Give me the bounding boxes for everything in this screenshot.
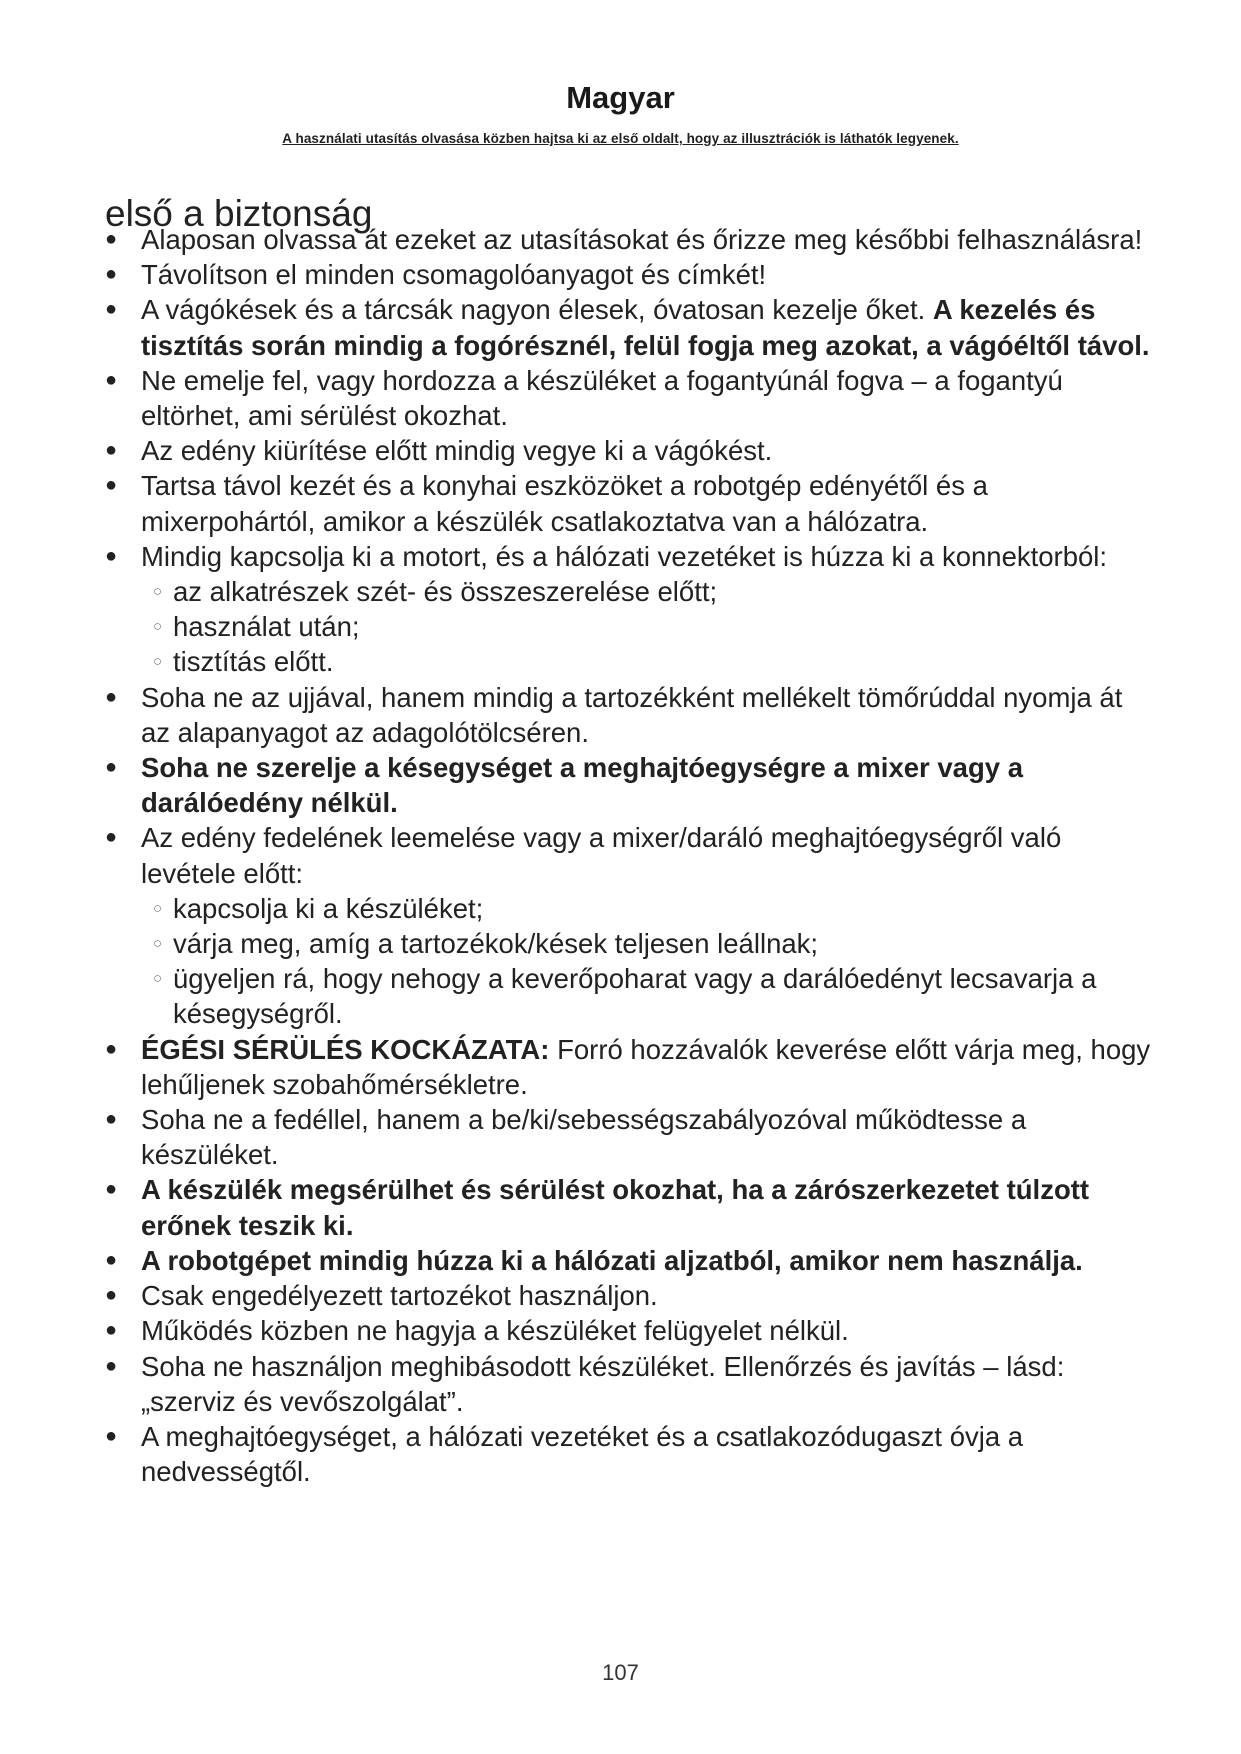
sub-list-item xyxy=(153,891,1153,926)
page-number: 107 xyxy=(602,1660,639,1685)
bullet-icon: ● xyxy=(105,685,118,708)
item-text-bold: ÉGÉSI SÉRÜLÉS KOCKÁZATA: xyxy=(141,1033,550,1065)
safety-list xyxy=(103,222,1153,1489)
list-item xyxy=(103,1278,1153,1313)
bullet-icon: ● xyxy=(105,368,118,391)
circle-bullet-icon: ○ xyxy=(153,583,163,601)
bullet-icon: ● xyxy=(105,439,118,462)
sub-list xyxy=(141,574,1153,680)
circle-bullet-icon: ○ xyxy=(153,618,163,636)
circle-bullet-icon: ○ xyxy=(153,970,163,988)
item-text: Forró hozzávalók keverése előtt várja meg, hogy lehűljenek szobahőmérsékletre. xyxy=(141,1033,1151,1100)
sub-list xyxy=(141,891,1153,1032)
item-text: Az edény fedelének leemelése vagy a mixer/daráló meghajtóegységről való levétele előtt: xyxy=(141,822,1062,889)
bullet-icon: ● xyxy=(105,1424,118,1447)
sub-item-text: használat után; xyxy=(173,611,360,643)
item-text: Ne emelje fel, vagy hordozza a készüléket a fogantyúnál fogva – a fogantyú eltörhet, ami sérülést okozhat. xyxy=(141,364,1063,432)
item-text-bold: A robotgépet mindig húzza ki a hálózati aljzatból, amikor nem használja. xyxy=(141,1244,1083,1276)
item-text: Soha ne használjon meghibásodott készüléket. Ellenőrzés és javítás – lásd: „szerviz és vevőszolgálat”. xyxy=(141,1350,1065,1417)
list-item xyxy=(103,1313,1153,1348)
list-item xyxy=(103,680,1153,750)
bullet-icon: ● xyxy=(105,1284,118,1307)
sub-item-text: kapcsolja ki a készüléket; xyxy=(173,892,484,924)
bullet-icon: ● xyxy=(105,826,118,849)
item-text: Az edény kiürítése előtt mindig vegye ki a vágókést. xyxy=(141,435,773,467)
list-item xyxy=(103,1419,1153,1489)
sub-list-item xyxy=(153,574,1153,609)
list-item xyxy=(103,433,1153,468)
sub-list-item xyxy=(153,644,1153,679)
sub-item-text: tisztítás előtt. xyxy=(173,646,334,678)
sub-item-text: az alkatrészek szét- és összeszerelése előtt; xyxy=(173,576,718,608)
bullet-icon: ● xyxy=(105,263,118,286)
item-text: Alaposan olvassa át ezeket az utasításokat és őrizze meg későbbi felhasználásra! xyxy=(141,224,1143,255)
item-text: Működés közben ne hagyja a készüléket felügyelet nélkül. xyxy=(141,1315,849,1347)
item-text: Tartsa távol kezét és a konyhai eszközöket a robotgép edényétől és a mixerpohártól, amikor a készülék csatlakoztatva van a hálózatra. xyxy=(141,470,988,537)
bullet-icon: ● xyxy=(105,1178,118,1201)
bullet-icon: ● xyxy=(105,1319,118,1342)
list-item xyxy=(103,292,1153,362)
list-item xyxy=(103,539,1153,680)
list-item xyxy=(103,750,1153,820)
foldout-instruction-text: A használati utasítás olvasása közben hajtsa ki az első oldalt, hogy az illusztrációk is láthatók legyenek. xyxy=(282,131,959,146)
item-text: A meghajtóegységet, a hálózati vezetéket és a csatlakozódugaszt óvja a nedvességtől. xyxy=(141,1420,1024,1488)
item-text-bold: A kezelés és tisztítás során mindig a fogórésznél, felül fogja meg azokat, a vágóéltől távol. xyxy=(141,294,1150,361)
item-text-bold: A készülék megsérülhet és sérülést okozhat, ha a zárószerkezetet túlzott erőnek teszik ki. xyxy=(141,1174,1090,1241)
item-text: Soha ne az ujjával, hanem mindig a tartozékként mellékelt tömőrúddal nyomja át az alapanyagot az adagolótölcséren. xyxy=(141,681,1123,748)
bullet-icon: ● xyxy=(105,1354,118,1377)
section-heading: első a biztonság xyxy=(105,192,373,234)
item-text: Távolítson el minden csomagolóanyagot és címkét! xyxy=(141,259,767,291)
circle-bullet-icon: ○ xyxy=(153,653,163,671)
item-text: Mindig kapcsolja ki a motort, és a hálózati vezetéket is húzza ki a konnektorból: xyxy=(141,540,1108,572)
sub-item-text: várja meg, amíg a tartozékok/kések teljesen leállnak; xyxy=(173,928,819,960)
list-item xyxy=(103,363,1153,433)
sub-item-text: ügyeljen rá, hogy nehogy a keverőpoharat vagy a darálóedényt lecsavarja a késegységről. xyxy=(173,963,1097,1030)
list-item xyxy=(103,1243,1153,1278)
sub-list-item xyxy=(153,926,1153,961)
list-item xyxy=(103,820,1153,1031)
bullet-icon: ● xyxy=(105,228,118,250)
list-item xyxy=(103,1349,1153,1419)
item-text-bold: Soha ne szerelje a késegységet a meghajtóegységre a mixer vagy a darálóedény nélkül. xyxy=(141,752,1023,819)
sub-list-item xyxy=(153,961,1153,1031)
list-item xyxy=(103,1032,1153,1102)
foldout-instruction xyxy=(0,131,1241,146)
list-item xyxy=(103,1102,1153,1172)
sub-list-item xyxy=(153,609,1153,644)
bullet-icon: ● xyxy=(105,474,118,497)
language-title: Magyar xyxy=(566,80,675,115)
bullet-icon: ● xyxy=(105,298,118,321)
list-item xyxy=(103,468,1153,538)
bullet-icon: ● xyxy=(105,756,118,779)
bullet-icon: ● xyxy=(105,1037,118,1060)
list-item xyxy=(103,222,1153,257)
item-text: Csak engedélyezett tartozékot használjon. xyxy=(141,1280,658,1312)
circle-bullet-icon: ○ xyxy=(153,935,163,953)
list-item xyxy=(103,1172,1153,1242)
bullet-icon: ● xyxy=(105,1108,118,1131)
item-text: Soha ne a fedéllel, hanem a be/ki/sebességszabályozóval működtesse a készüléket. xyxy=(141,1104,1027,1171)
bullet-icon: ● xyxy=(105,1248,118,1271)
bullet-icon: ● xyxy=(105,544,118,567)
item-text: A vágókések és a tárcsák nagyon élesek, óvatosan kezelje őket. xyxy=(141,294,933,326)
circle-bullet-icon: ○ xyxy=(153,899,163,917)
list-item xyxy=(103,257,1153,292)
